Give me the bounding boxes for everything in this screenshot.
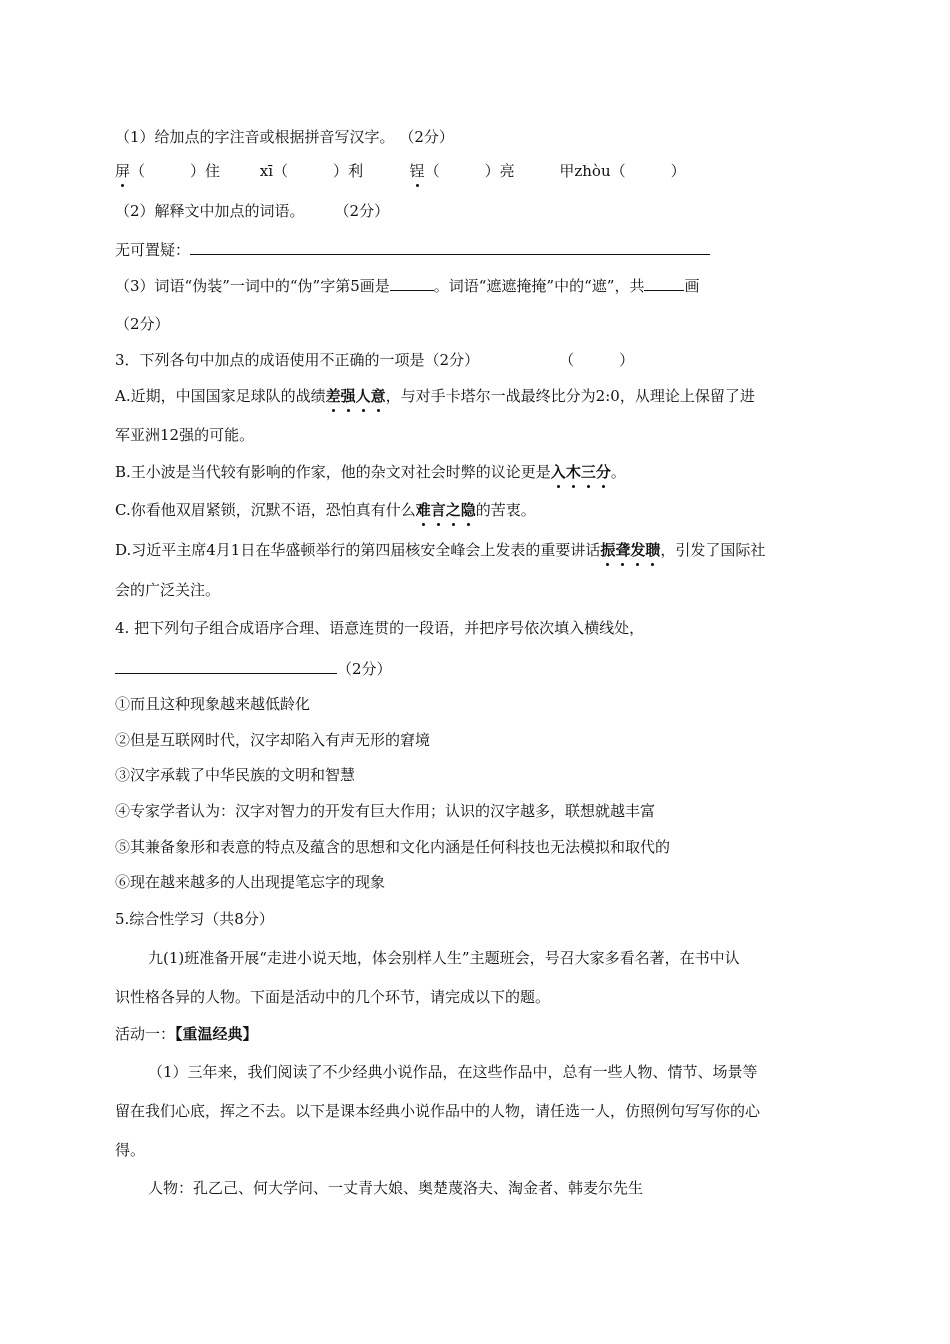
dotted-char: 言 — [430, 501, 446, 519]
dotted-char: 之 — [445, 501, 461, 519]
q5-part1-line2: 留在我们心底，挥之不去。以下是课本经典小说作品中的人物，请任选一人，仿照例句写写你的心 — [115, 1102, 761, 1120]
answer-paren[interactable]: （ ） — [424, 162, 500, 180]
answer-blank[interactable] — [644, 274, 684, 291]
dotted-char: 意 — [370, 387, 386, 405]
dotted-char: 强 — [340, 387, 356, 405]
answer-paren[interactable]: （ ） — [610, 162, 686, 180]
q5-activity-heading: 活动一：【重温经典】 — [115, 1025, 258, 1043]
q2-chars-row — [115, 161, 686, 181]
q4-sentence-3: ③汉字承载了中华民族的文明和智慧 — [115, 766, 356, 784]
answer-blank[interactable] — [190, 238, 710, 255]
q4-sentence-5: ⑤其兼备象形和表意的特点及蕴含的思想和文化内涵是任何科技也无法模拟和取代的 — [115, 838, 671, 856]
char-item-1: 屏（ ）住 — [115, 162, 221, 180]
q3-option-c[interactable]: C.你看他双眉紧锁，沉默不语，恐怕真有什么难言之隐的苦衷。 — [115, 501, 536, 519]
q5-title: 5.综合性学习（共8分） — [115, 910, 274, 928]
q2-part3-row: （3）词语“伪装”一词中的“伪”字第5画是 。词语“遮遮掩掩”中的“遮”，共 画 — [115, 274, 699, 296]
q2-part2-instruction: （2）解释文中加点的词语。 （2分） — [115, 202, 390, 220]
q2-part3-score: （2分） — [115, 315, 170, 333]
dotted-char: 发 — [630, 541, 646, 559]
term-label: 无可置疑： — [115, 241, 191, 259]
q3-option-b[interactable]: B.王小波是当代较有影响的作家，他的杂文对社会时弊的议论更是入木三分。 — [115, 463, 626, 481]
q4-sentence-2: ②但是互联网时代，汉字却陷入有声无形的窘境 — [115, 731, 431, 749]
q2-part2-answer-row — [115, 238, 710, 260]
dotted-char: 差 — [325, 387, 341, 405]
char-item-4: 甲zhòu（ ） — [559, 162, 686, 180]
answer-paren[interactable]: （ ） — [559, 351, 635, 369]
dotted-char: 木 — [565, 463, 581, 481]
dotted-idiom — [551, 463, 611, 481]
q4-sentence-4: ④专家学者认为：汉字对智力的开发有巨大作用；认识的汉字越多，联想就越丰富 — [115, 802, 656, 820]
dotted-char: 振 — [600, 541, 616, 559]
dotted-char: 入 — [550, 463, 566, 481]
q4-answer-row: （2分） — [115, 657, 392, 679]
q3-option-a[interactable]: A.近期，中国国家足球队的战绩差强人意，与对手卡塔尔一战最终比分为2:0，从理论上保留了进 — [115, 387, 755, 405]
dotted-char: 聩 — [645, 541, 661, 559]
q3-stem: 3．下列各句中加点的成语使用不正确的一项是（2分） （ ） — [115, 351, 635, 369]
q3-option-d-continued: 会的广泛关注。 — [115, 581, 221, 599]
q5-part1-line3: 得。 — [115, 1141, 146, 1159]
dotted-idiom — [326, 387, 386, 405]
char-prefix: 屏 — [115, 162, 131, 180]
answer-paren[interactable]: （ ） — [130, 162, 206, 180]
dotted-char: 聋 — [615, 541, 631, 559]
answer-blank[interactable] — [390, 274, 434, 291]
dotted-char: 人 — [355, 387, 371, 405]
q5-characters-list: 人物：孔乙己、何大学问、一丈青大娘、奥楚蔑洛夫、淘金者、韩麦尔先生 — [148, 1179, 644, 1197]
dotted-char: 分 — [595, 463, 611, 481]
dotted-char: 隐 — [460, 501, 476, 519]
dotted-idiom — [416, 501, 476, 519]
answer-blank[interactable] — [115, 657, 337, 674]
q4-stem: 4. 把下列句子组合成语序合理、语意连贯的一段语，并把序号依次填入横线处， — [115, 619, 645, 637]
q5-intro-line1: 九(1)班准备开展“走进小说天地，体会别样人生”主题班会，号召大家多看名著，在书中认 — [148, 949, 740, 967]
char-item-2: xī（ ）利 — [259, 162, 364, 180]
dotted-idiom — [600, 541, 660, 559]
answer-paren[interactable]: （ ） — [273, 162, 349, 180]
q2-part1-instruction: （1）给加点的字注音或根据拼音写汉字。 （2分） — [115, 128, 454, 146]
q3-option-a-continued: 军亚洲12强的可能。 — [115, 426, 255, 444]
q3-option-d[interactable]: D.习近平主席4月1日在华盛顿举行的第四届核安全峰会上发表的重要讲话振聋发聩，引发了国际社 — [115, 541, 766, 559]
q5-intro-line2: 识性格各异的人物。下面是活动中的几个环节，请完成以下的题。 — [115, 988, 551, 1006]
q4-sentence-6: ⑥现在越来越多的人出现提笔忘字的现象 — [115, 873, 386, 891]
char-item-3: 锃（ ）亮 — [409, 162, 515, 180]
dotted-char: 难 — [415, 501, 431, 519]
q5-part1-line1: （1）三年来，我们阅读了不少经典小说作品，在这些作品中，总有一些人物、情节、场景等 — [148, 1063, 758, 1081]
dotted-char: 三 — [580, 463, 596, 481]
q4-sentence-1: ①而且这种现象越来越低龄化 — [115, 695, 311, 713]
activity-name: 【重温经典】 — [175, 1025, 258, 1043]
